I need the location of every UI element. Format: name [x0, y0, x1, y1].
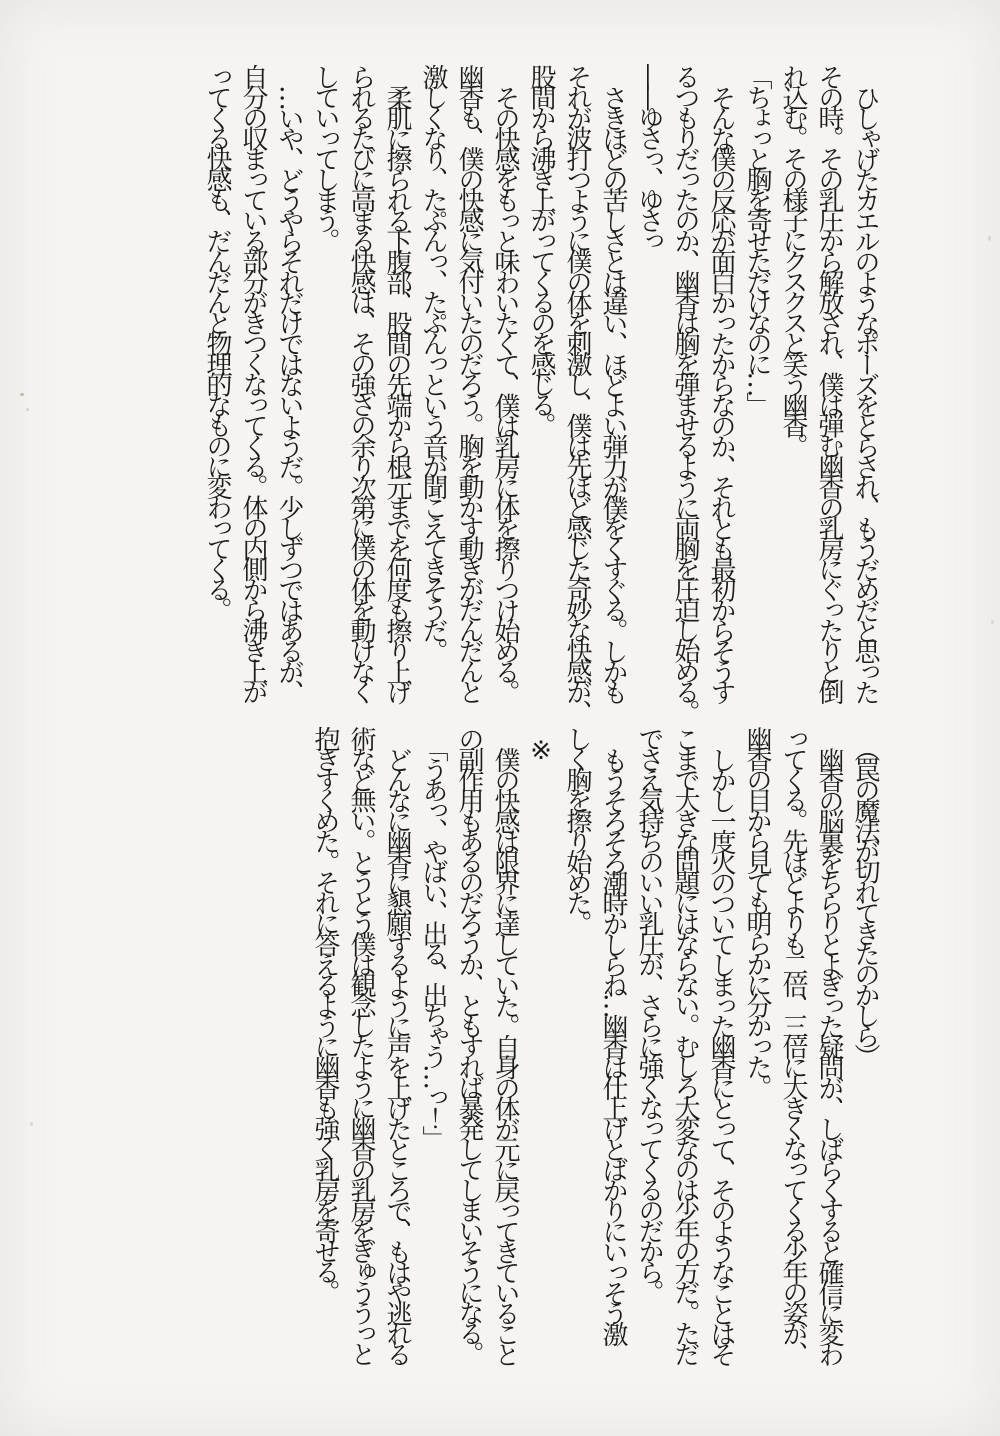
text-column: 柔肌に擦られる下腹部、股間の先端から根元までを何度も擦り上げ [382, 85, 412, 700]
text-column: していってしまう。 [310, 64, 340, 249]
text-column: そんな僕の反応が面白かったからなのか、それとも最初からそうす [706, 85, 736, 700]
text-column: 抱きすくめた。それに答えるように幽香も強く乳房を寄せる。 [310, 726, 340, 1300]
text-column: の副作用もあるのだろうか、ともすれば暴発してしまいそうになる。 [454, 726, 484, 1362]
text-column: 股間から沸き上がってくるのを感じる。 [526, 64, 556, 433]
text-column: その快感をもっと味わいたくて、僕は乳房に体を擦りつけ始める。 [490, 85, 520, 700]
text-column: しかし一度火のついてしまった幽香にとって、そのようなことはそ [706, 747, 736, 1362]
text-column: れ込む。その様子にクスクスと笑う幽香。 [778, 64, 808, 454]
text-column: られるたびに高まる快感は、その強さの余り次第に僕の体を動けなく [346, 64, 376, 700]
scan-noise-speck [30, 1122, 33, 1126]
narrative-block-top [55, 64, 883, 718]
scan-noise-speck [988, 236, 991, 241]
text-column: 激しくなり、たぷんっ、たぷんっという音が聞こえてきそうだ。 [418, 64, 448, 659]
text-column: 幽香の脳裏をちらりとよぎった疑問が、しばらくすると確信に変わ [814, 747, 844, 1362]
text-column: さきほどの苦しさとは違い、ほどよい弾力が僕をくすぐる。しかも [598, 85, 628, 700]
text-column: 「ちょっと胸を寄せただけなのに…」 [742, 64, 772, 413]
text-column: もうそろそろ潮時かしらね…幽香は仕上げとばかりにいっそう激 [598, 747, 628, 1342]
text-column: 幽香の目から見ても明らかに分かった。 [742, 726, 772, 1095]
text-column: 術など無い。とうとう僕は観念したように幽香の乳房をぎゅううっと [346, 726, 376, 1362]
text-column: 幽香も、僕の快感に気付いたのだろう。胸を動かす動きがだんだんと [454, 64, 484, 700]
scan-noise-speck [26, 408, 29, 411]
text-column: こまで大きな問題にはならない。むしろ大変なのは少年の方だ。ただ [670, 726, 700, 1362]
text-column: ※ [526, 736, 556, 761]
text-column: （罠の魔法が切れてきたのかしら） [850, 736, 880, 1064]
text-column: ひしゃげたカエルのようなポーズをとらされ、もうだめだと思った [850, 85, 880, 700]
text-column: るつもりだったのか、幽香は胸を弾ませるように両胸を圧迫し始める。 [670, 64, 700, 720]
text-column: それが波打つように僕の体を刺激し、僕は先ほど感じた奇妙な快感が、 [562, 64, 592, 720]
text-column: 自分の収まっている部分がきつくなってくる。体の内側から沸き上が [238, 64, 268, 700]
narrative-block-bottom [55, 726, 883, 1406]
text-column: どんなに幽香に懇願するように声を上げたところで、もはや逃れる [382, 747, 412, 1362]
text-column: 「うあっ、やばい、出る、出ちゃう…っ！」 [418, 736, 448, 1146]
text-column: ってくる。先ほどよりも二倍、三倍に大きくなってくる少年の姿が、 [778, 726, 808, 1362]
text-column: 僕の快感は限界に達していた。自身の体が元に戻ってきていること [490, 747, 520, 1362]
scan-noise-speck [991, 620, 994, 624]
text-column: でさえ気持ちのいい乳圧が、さらに強くなってくるのだから。 [634, 726, 664, 1300]
scan-noise-speck [20, 393, 24, 396]
text-column: …いや、どうやらそれだけではないようだ。少しずつではあるが、 [274, 85, 304, 700]
text-column: ってくる快感も、だんだんと物理的なものに変わってくる。 [202, 64, 232, 618]
text-column: その時。その乳圧から解放され、僕は弾む幽香の乳房にぐったりと倒 [814, 64, 844, 700]
text-column: ――ゆさっ、ゆさっ [634, 64, 664, 249]
text-column: しく胸を擦り始めた。 [562, 726, 592, 931]
